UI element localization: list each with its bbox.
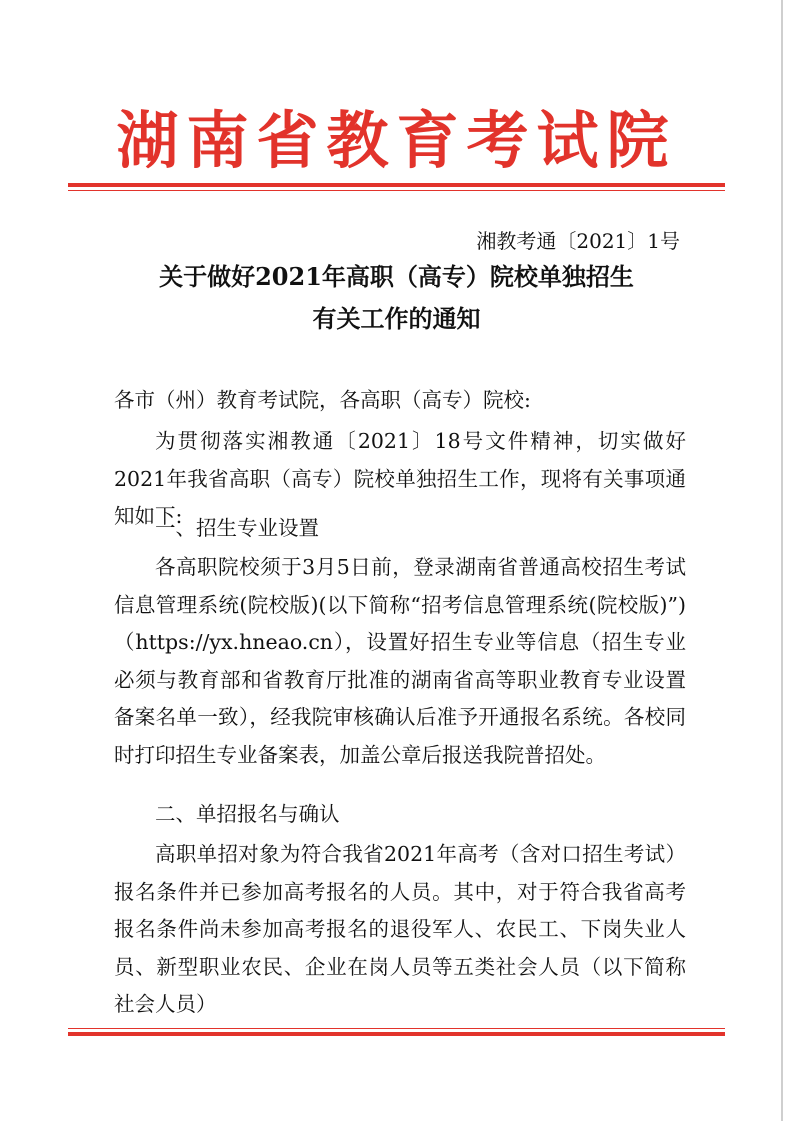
section-2-heading: 二、单招报名与确认 bbox=[155, 802, 340, 826]
intro-paragraph: 为贯彻落实湘教通〔2021〕18号文件精神，切实做好2021年我省高职（高专）院校单独招生工作，现将有关事项通知如下: bbox=[114, 429, 686, 528]
bottom-red-rule-thick bbox=[68, 1032, 725, 1036]
document-number: 湘教考通〔2021〕1号 bbox=[476, 229, 680, 253]
section-2-paragraph: 高职单招对象为符合我省2021年高考（含对口招生考试）报名条件并已参加高考报名的人员。其中，对于符合我省高考报名条件尚未参加高考报名的退役军人、农民工、下岗失业人员、新型职业农民、企业在岗人员等五类社会人员（以下简称社会人员） bbox=[114, 842, 686, 1016]
institution-masthead: 湖南省教育考试院 bbox=[116, 104, 677, 177]
top-red-rule-thick bbox=[68, 183, 725, 187]
document-title-line-1: 关于做好2021年高职（高专）院校单独招生 bbox=[159, 262, 634, 291]
document-title-line-2: 有关工作的通知 bbox=[312, 304, 481, 333]
section-1-paragraph: 各高职院校须于3月5日前，登录湖南省普通高校招生考试信息管理系统(院校版)(以下简称“招考信息管理系统(院校版)”)（https://yx.hneao.cn），设置好招生专业等信息（招生专业必须与教育部和省教育厅批准的湖南省高等职业教育专业设置备案名单一致），经我院审核确认后准予开通报名系统。各校同时打印招生专业备案表，加盖公章后报送我院普招处。 bbox=[114, 555, 686, 767]
section-1-heading: 一、招生专业设置 bbox=[155, 516, 319, 540]
bottom-red-rule-thin bbox=[68, 1028, 725, 1029]
salutation: 各市（州）教育考试院，各高职（高专）院校: bbox=[114, 388, 531, 412]
top-red-rule-thin bbox=[68, 190, 725, 191]
